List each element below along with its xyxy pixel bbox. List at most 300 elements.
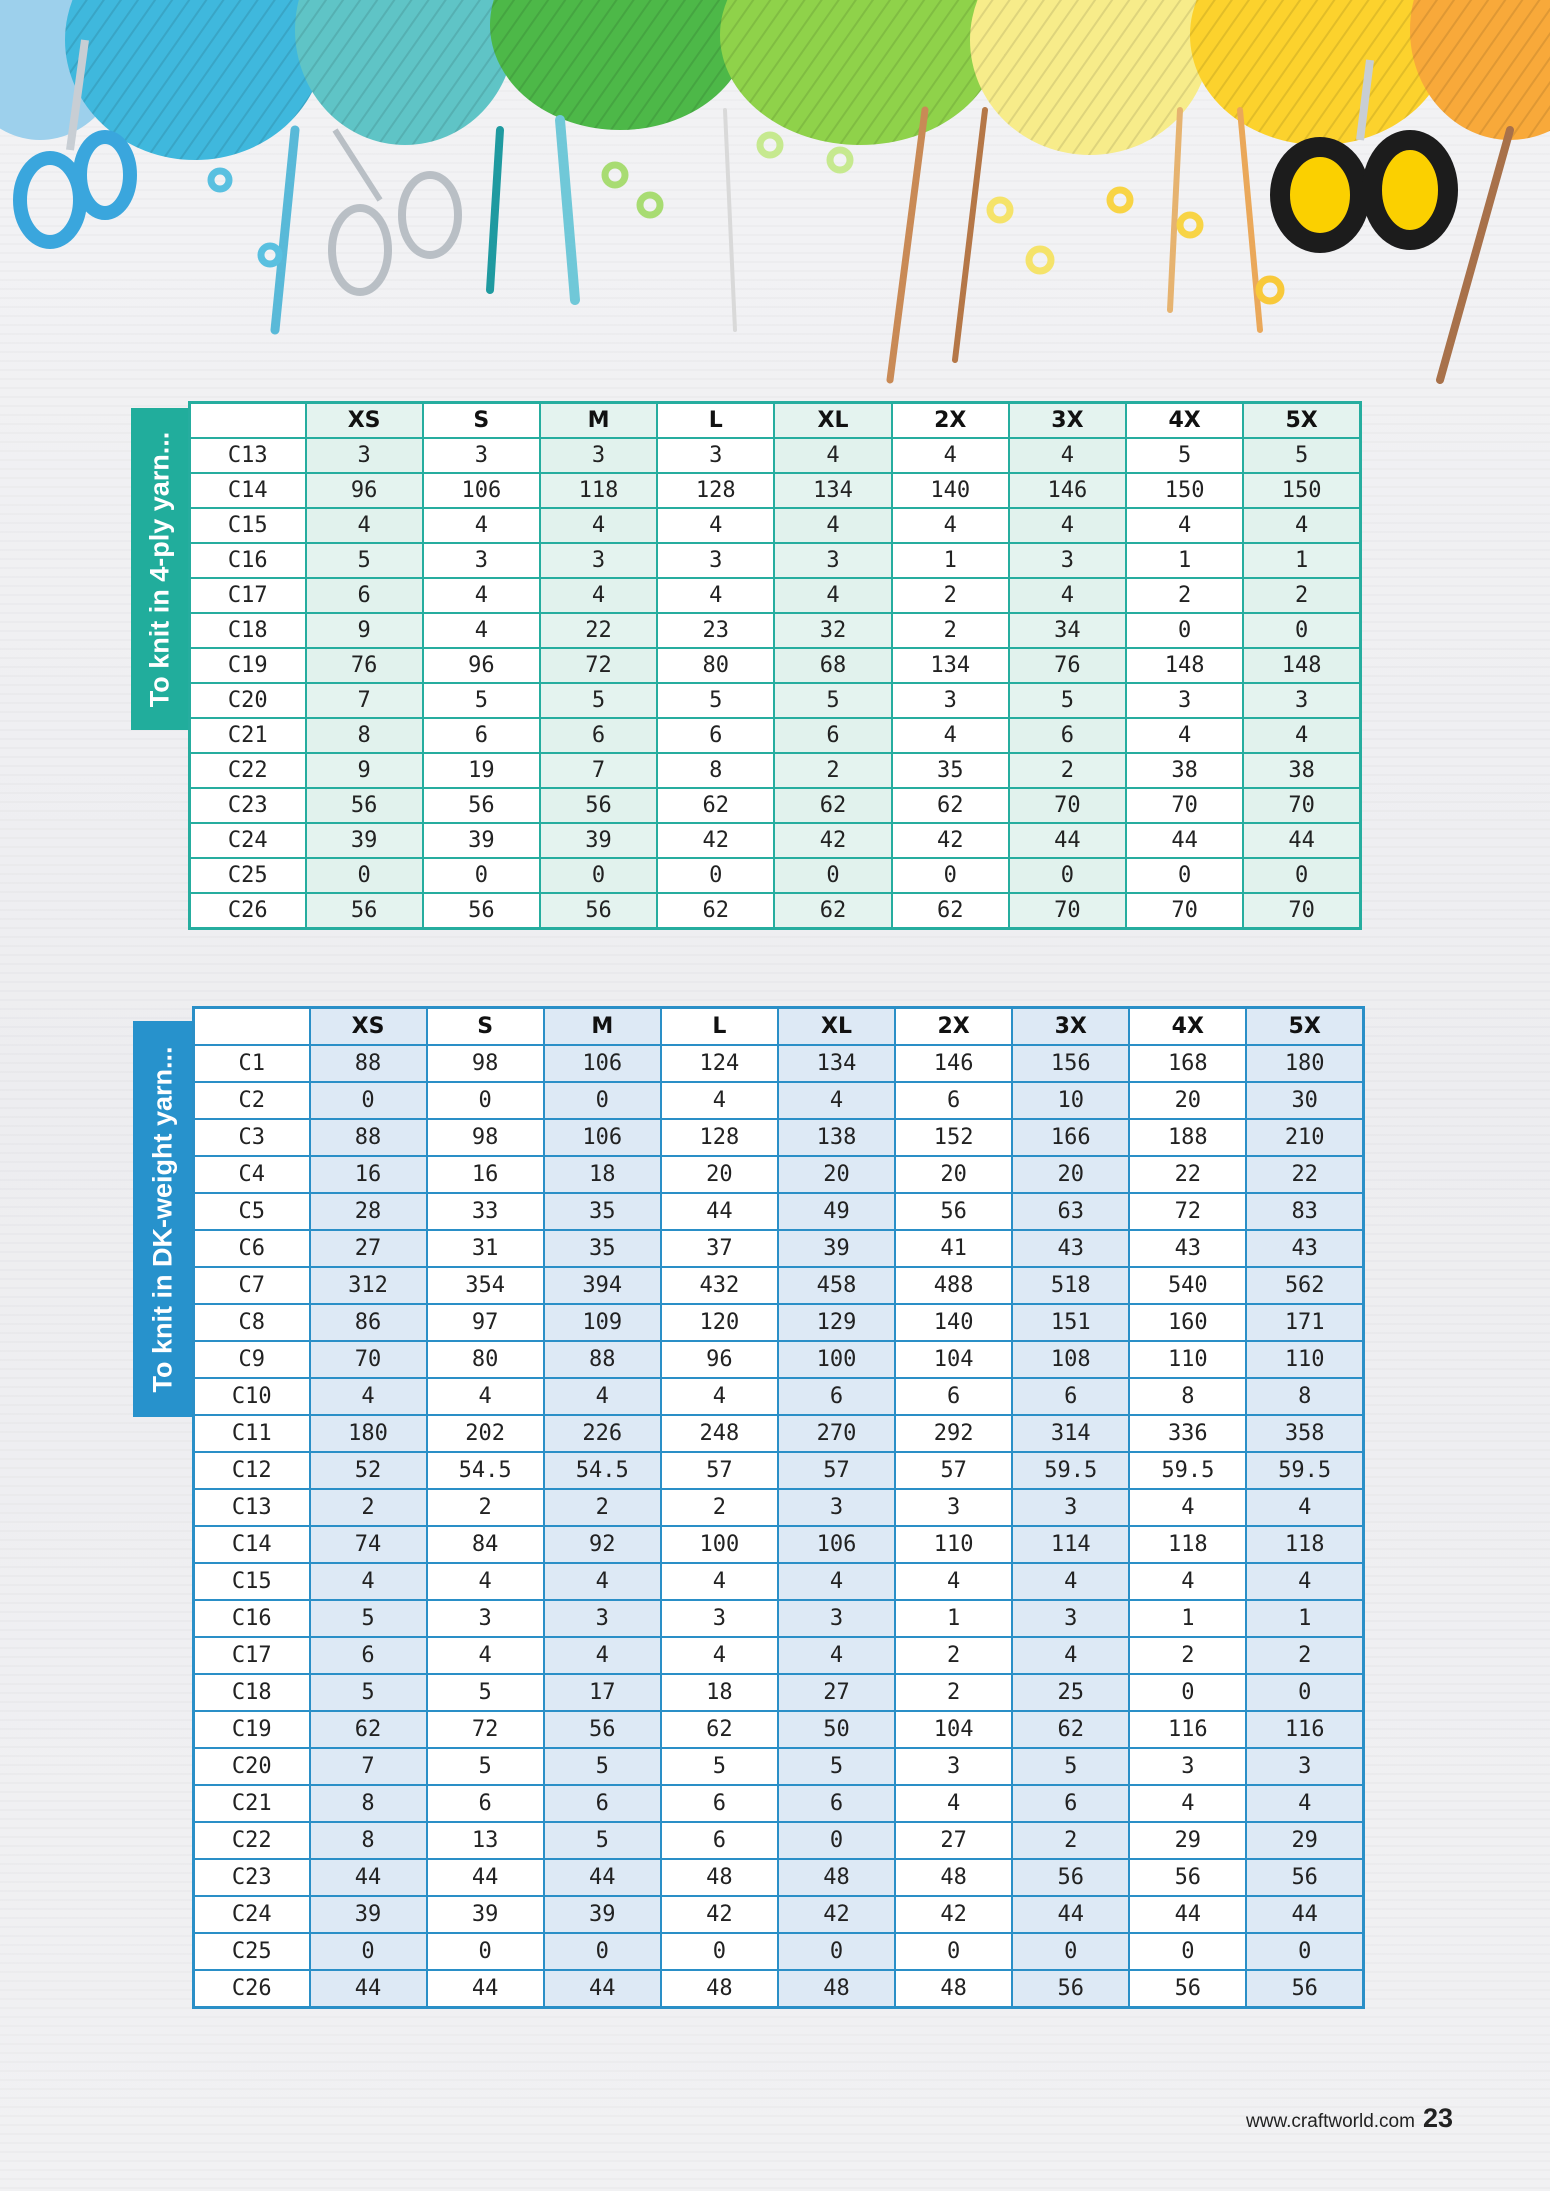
cell-value: 70 <box>1243 893 1360 929</box>
header-row <box>194 1008 1364 1046</box>
cell-value: 33 <box>427 1193 544 1230</box>
cell-value: 6 <box>306 578 423 613</box>
cell-value: 4 <box>895 1785 1012 1822</box>
cell-value: 6 <box>774 718 891 753</box>
cell-value: 35 <box>892 753 1009 788</box>
cell-value: 3 <box>778 1489 895 1526</box>
cell-value: 4 <box>661 1637 778 1674</box>
table-row <box>190 438 1361 473</box>
cell-value: 4 <box>895 1563 1012 1600</box>
cell-value: 166 <box>1012 1119 1129 1156</box>
cell-value: 6 <box>1009 718 1126 753</box>
cell-value: 7 <box>310 1748 427 1785</box>
cell-value: 168 <box>1129 1045 1246 1082</box>
table-row <box>194 1452 1364 1489</box>
cell-value: 43 <box>1129 1230 1246 1267</box>
cell-value: 4 <box>778 1082 895 1119</box>
cell-value: 4 <box>778 1637 895 1674</box>
table-row <box>190 683 1361 718</box>
cell-value: 48 <box>661 1970 778 2008</box>
cell-value: 4 <box>1009 438 1126 473</box>
row-label-colour-code: C22 <box>194 1822 310 1859</box>
cell-value: 0 <box>657 858 774 893</box>
cell-value: 86 <box>310 1304 427 1341</box>
cell-value: 134 <box>774 473 891 508</box>
cell-value: 98 <box>427 1045 544 1082</box>
cell-value: 1 <box>1243 543 1360 578</box>
cell-value: 4 <box>427 1378 544 1415</box>
cell-value: 0 <box>774 858 891 893</box>
cell-value: 1 <box>892 543 1009 578</box>
cell-value: 4 <box>310 1563 427 1600</box>
cell-value: 106 <box>423 473 540 508</box>
cell-value: 44 <box>661 1193 778 1230</box>
cell-value: 5 <box>1243 438 1360 473</box>
cell-value: 16 <box>427 1156 544 1193</box>
cell-value: 42 <box>661 1896 778 1933</box>
cell-value: 56 <box>306 788 423 823</box>
cell-value: 4 <box>778 1563 895 1600</box>
cell-value: 22 <box>540 613 657 648</box>
cell-value: 6 <box>540 718 657 753</box>
cell-value: 63 <box>1012 1193 1129 1230</box>
cell-value: 38 <box>1126 753 1243 788</box>
row-label-colour-code: C24 <box>194 1896 310 1933</box>
cell-value: 43 <box>1012 1230 1129 1267</box>
scissors-silver-icon <box>332 130 458 292</box>
table-dk-body <box>194 1045 1364 2008</box>
cell-value: 62 <box>661 1711 778 1748</box>
cell-value: 292 <box>895 1415 1012 1452</box>
cell-value: 152 <box>895 1119 1012 1156</box>
cell-value: 4 <box>427 1637 544 1674</box>
cell-value: 4 <box>1012 1637 1129 1674</box>
cell-value: 38 <box>1243 753 1360 788</box>
cell-value: 39 <box>427 1896 544 1933</box>
cell-value: 134 <box>892 648 1009 683</box>
cell-value: 3 <box>1009 543 1126 578</box>
cell-value: 44 <box>544 1970 661 2008</box>
cell-value: 62 <box>774 788 891 823</box>
cell-value: 5 <box>310 1674 427 1711</box>
cell-value: 202 <box>427 1415 544 1452</box>
cell-value: 62 <box>657 788 774 823</box>
table-row <box>194 1563 1364 1600</box>
size-header-4x: 4X <box>1129 1008 1246 1046</box>
cell-value: 5 <box>544 1822 661 1859</box>
table-row <box>194 1637 1364 1674</box>
cell-value: 4 <box>1009 508 1126 543</box>
cell-value: 0 <box>540 858 657 893</box>
cell-value: 0 <box>1246 1933 1363 1970</box>
size-header-xl: XL <box>778 1008 895 1046</box>
cell-value: 9 <box>306 753 423 788</box>
row-label-colour-code: C3 <box>194 1119 310 1156</box>
cell-value: 4 <box>544 1563 661 1600</box>
cell-value: 22 <box>1246 1156 1363 1193</box>
cell-value: 2 <box>895 1637 1012 1674</box>
table-row <box>194 1711 1364 1748</box>
cell-value: 4 <box>310 1378 427 1415</box>
size-header-2x: 2X <box>892 403 1009 439</box>
cell-value: 6 <box>1012 1378 1129 1415</box>
size-header-3x: 3X <box>1012 1008 1129 1046</box>
cell-value: 0 <box>1129 1933 1246 1970</box>
cell-value: 4 <box>427 1563 544 1600</box>
cell-value: 118 <box>540 473 657 508</box>
table-4ply-body <box>190 438 1361 929</box>
row-label-colour-code: C13 <box>190 438 306 473</box>
cell-value: 5 <box>657 683 774 718</box>
section-label-dk <box>133 1021 193 1417</box>
cell-value: 16 <box>310 1156 427 1193</box>
cell-value: 83 <box>1246 1193 1363 1230</box>
table-row <box>194 1674 1364 1711</box>
cell-value: 29 <box>1129 1822 1246 1859</box>
cell-value: 5 <box>544 1748 661 1785</box>
cell-value: 9 <box>306 613 423 648</box>
cell-value: 2 <box>892 578 1009 613</box>
table-row <box>194 1119 1364 1156</box>
row-label-colour-code: C15 <box>190 508 306 543</box>
cell-value: 35 <box>544 1193 661 1230</box>
cell-value: 5 <box>1012 1748 1129 1785</box>
cell-value: 3 <box>895 1489 1012 1526</box>
row-label-colour-code: C8 <box>194 1304 310 1341</box>
cell-value: 48 <box>778 1970 895 2008</box>
cell-value: 0 <box>544 1933 661 1970</box>
cell-value: 148 <box>1126 648 1243 683</box>
cell-value: 3 <box>1126 683 1243 718</box>
cell-value: 6 <box>544 1785 661 1822</box>
cell-value: 4 <box>657 578 774 613</box>
section-label-4ply-text: To knit in 4-ply yarn... <box>144 431 175 707</box>
cell-value: 0 <box>310 1933 427 1970</box>
cell-value: 354 <box>427 1267 544 1304</box>
cell-value: 148 <box>1243 648 1360 683</box>
size-header-l: L <box>661 1008 778 1046</box>
cell-value: 0 <box>1246 1674 1363 1711</box>
cell-value: 70 <box>1009 893 1126 929</box>
row-label-colour-code: C11 <box>194 1415 310 1452</box>
page-number: 23 <box>1422 2103 1453 2133</box>
table-row <box>190 648 1361 683</box>
cell-value: 98 <box>427 1119 544 1156</box>
size-header-m: M <box>544 1008 661 1046</box>
cell-value: 68 <box>774 648 891 683</box>
cell-value: 44 <box>1243 823 1360 858</box>
cell-value: 44 <box>1012 1896 1129 1933</box>
cell-value: 3 <box>1243 683 1360 718</box>
cell-value: 2 <box>1129 1637 1246 1674</box>
cell-value: 56 <box>895 1193 1012 1230</box>
cell-value: 4 <box>1126 718 1243 753</box>
size-header-s: S <box>423 403 540 439</box>
table-row <box>190 753 1361 788</box>
cell-value: 28 <box>310 1193 427 1230</box>
table-4ply-header <box>190 403 1361 439</box>
cell-value: 3 <box>1129 1748 1246 1785</box>
cell-value: 0 <box>778 1822 895 1859</box>
cell-value: 0 <box>544 1082 661 1119</box>
cell-value: 0 <box>1009 858 1126 893</box>
table-row <box>190 543 1361 578</box>
cell-value: 0 <box>661 1933 778 1970</box>
cell-value: 124 <box>661 1045 778 1082</box>
cell-value: 8 <box>310 1822 427 1859</box>
cell-value: 0 <box>427 1933 544 1970</box>
cell-value: 138 <box>778 1119 895 1156</box>
cell-value: 5 <box>427 1674 544 1711</box>
cell-value: 6 <box>895 1378 1012 1415</box>
cell-value: 118 <box>1246 1526 1363 1563</box>
cell-value: 41 <box>895 1230 1012 1267</box>
cell-value: 4 <box>544 1637 661 1674</box>
cell-value: 188 <box>1129 1119 1246 1156</box>
cell-value: 56 <box>423 893 540 929</box>
size-header-4x: 4X <box>1126 403 1243 439</box>
cell-value: 6 <box>778 1785 895 1822</box>
cell-value: 4 <box>423 508 540 543</box>
cell-value: 39 <box>306 823 423 858</box>
cell-value: 5 <box>427 1748 544 1785</box>
cell-value: 6 <box>427 1785 544 1822</box>
cell-value: 62 <box>892 788 1009 823</box>
cell-value: 3 <box>774 543 891 578</box>
cell-value: 3 <box>540 438 657 473</box>
cell-value: 4 <box>661 1378 778 1415</box>
table-row <box>194 1193 1364 1230</box>
cell-value: 129 <box>778 1304 895 1341</box>
cell-value: 110 <box>1129 1341 1246 1378</box>
cell-value: 49 <box>778 1193 895 1230</box>
cell-value: 540 <box>1129 1267 1246 1304</box>
cell-value: 37 <box>661 1230 778 1267</box>
yarn-ball-lime <box>720 0 1000 145</box>
cell-value: 3 <box>544 1600 661 1637</box>
row-label-colour-code: C14 <box>194 1526 310 1563</box>
cell-value: 48 <box>895 1970 1012 2008</box>
size-header-5x: 5X <box>1243 403 1360 439</box>
cell-value: 44 <box>427 1970 544 2008</box>
cell-value: 42 <box>895 1896 1012 1933</box>
cell-value: 72 <box>1129 1193 1246 1230</box>
cell-value: 70 <box>1009 788 1126 823</box>
cell-value: 6 <box>310 1637 427 1674</box>
cell-value: 134 <box>778 1045 895 1082</box>
cell-value: 70 <box>1126 893 1243 929</box>
cell-value: 4 <box>423 578 540 613</box>
cell-value: 52 <box>310 1452 427 1489</box>
cell-value: 128 <box>661 1119 778 1156</box>
cell-value: 104 <box>895 1341 1012 1378</box>
row-label-colour-code: C19 <box>190 648 306 683</box>
cell-value: 3 <box>657 438 774 473</box>
cell-value: 128 <box>657 473 774 508</box>
cell-value: 2 <box>1126 578 1243 613</box>
cell-value: 2 <box>427 1489 544 1526</box>
cell-value: 59.5 <box>1012 1452 1129 1489</box>
cell-value: 314 <box>1012 1415 1129 1452</box>
cell-value: 62 <box>657 893 774 929</box>
cell-value: 59.5 <box>1246 1452 1363 1489</box>
cell-value: 3 <box>1012 1489 1129 1526</box>
cell-value: 19 <box>423 753 540 788</box>
table-row <box>194 1970 1364 2008</box>
cell-value: 31 <box>427 1230 544 1267</box>
header-corner-cell <box>194 1008 310 1046</box>
cell-value: 57 <box>778 1452 895 1489</box>
cell-value: 100 <box>778 1341 895 1378</box>
row-label-colour-code: C14 <box>190 473 306 508</box>
table-row <box>190 718 1361 753</box>
cell-value: 57 <box>661 1452 778 1489</box>
cell-value: 74 <box>310 1526 427 1563</box>
cell-value: 2 <box>1012 1822 1129 1859</box>
cell-value: 84 <box>427 1526 544 1563</box>
cell-value: 56 <box>540 788 657 823</box>
row-label-colour-code: C26 <box>190 893 306 929</box>
cell-value: 226 <box>544 1415 661 1452</box>
size-header-5x: 5X <box>1246 1008 1363 1046</box>
size-header-3x: 3X <box>1009 403 1126 439</box>
cell-value: 44 <box>1129 1896 1246 1933</box>
table-row <box>194 1415 1364 1452</box>
cell-value: 27 <box>310 1230 427 1267</box>
cell-value: 6 <box>661 1785 778 1822</box>
row-label-colour-code: C18 <box>190 613 306 648</box>
cell-value: 34 <box>1009 613 1126 648</box>
cell-value: 4 <box>1246 1489 1363 1526</box>
row-label-colour-code: C20 <box>190 683 306 718</box>
row-label-colour-code: C17 <box>194 1637 310 1674</box>
cell-value: 5 <box>661 1748 778 1785</box>
cell-value: 44 <box>1126 823 1243 858</box>
cell-value: 0 <box>1243 613 1360 648</box>
row-label-colour-code: C4 <box>194 1156 310 1193</box>
cell-value: 13 <box>427 1822 544 1859</box>
cell-value: 72 <box>427 1711 544 1748</box>
table-row <box>194 1933 1364 1970</box>
cell-value: 358 <box>1246 1415 1363 1452</box>
cell-value: 2 <box>1009 753 1126 788</box>
cell-value: 116 <box>1246 1711 1363 1748</box>
cell-value: 6 <box>778 1378 895 1415</box>
cell-value: 96 <box>661 1341 778 1378</box>
cell-value: 56 <box>1012 1970 1129 2008</box>
cell-value: 18 <box>544 1156 661 1193</box>
cell-value: 62 <box>310 1711 427 1748</box>
cell-value: 140 <box>895 1304 1012 1341</box>
row-label-colour-code: C9 <box>194 1341 310 1378</box>
row-label-colour-code: C25 <box>194 1933 310 1970</box>
cell-value: 0 <box>1129 1674 1246 1711</box>
cell-value: 518 <box>1012 1267 1129 1304</box>
header-photo-yarn-balls <box>0 0 1550 400</box>
row-label-colour-code: C13 <box>194 1489 310 1526</box>
cell-value: 44 <box>544 1859 661 1896</box>
cell-value: 5 <box>306 543 423 578</box>
row-label-colour-code: C23 <box>190 788 306 823</box>
cell-value: 3 <box>1012 1600 1129 1637</box>
table-row <box>194 1156 1364 1193</box>
row-label-colour-code: C21 <box>190 718 306 753</box>
cell-value: 1 <box>1126 543 1243 578</box>
section-label-4ply <box>131 408 189 730</box>
cell-value: 2 <box>895 1674 1012 1711</box>
table-row <box>190 788 1361 823</box>
cell-value: 210 <box>1246 1119 1363 1156</box>
cell-value: 10 <box>1012 1082 1129 1119</box>
table-row <box>190 858 1361 893</box>
cell-value: 44 <box>427 1859 544 1896</box>
cell-value: 120 <box>661 1304 778 1341</box>
size-header-s: S <box>427 1008 544 1046</box>
cell-value: 4 <box>1243 718 1360 753</box>
cell-value: 56 <box>1246 1970 1363 2008</box>
cell-value: 8 <box>310 1785 427 1822</box>
cell-value: 88 <box>544 1341 661 1378</box>
cell-value: 151 <box>1012 1304 1129 1341</box>
cell-value: 48 <box>895 1859 1012 1896</box>
table-row <box>194 1230 1364 1267</box>
stitch-markers <box>211 135 1281 301</box>
cell-value: 56 <box>544 1711 661 1748</box>
cell-value: 80 <box>657 648 774 683</box>
row-label-colour-code: C23 <box>194 1859 310 1896</box>
cell-value: 54.5 <box>544 1452 661 1489</box>
table-row <box>194 1785 1364 1822</box>
cell-value: 4 <box>774 578 891 613</box>
cell-value: 4 <box>540 578 657 613</box>
table-row <box>190 508 1361 543</box>
cell-value: 70 <box>310 1341 427 1378</box>
cell-value: 3 <box>892 683 1009 718</box>
footer-website-link[interactable]: www.craftworld.com <box>1246 2111 1415 2132</box>
cell-value: 43 <box>1246 1230 1363 1267</box>
cell-value: 2 <box>892 613 1009 648</box>
table-row <box>194 1045 1364 1082</box>
cell-value: 96 <box>423 648 540 683</box>
size-header-2x: 2X <box>895 1008 1012 1046</box>
cell-value: 4 <box>892 508 1009 543</box>
cell-value: 0 <box>310 1082 427 1119</box>
cell-value: 4 <box>423 613 540 648</box>
cell-value: 30 <box>1246 1082 1363 1119</box>
cell-value: 171 <box>1246 1304 1363 1341</box>
cell-value: 4 <box>1126 508 1243 543</box>
cell-value: 150 <box>1126 473 1243 508</box>
cell-value: 56 <box>540 893 657 929</box>
cell-value: 20 <box>1129 1082 1246 1119</box>
cell-value: 44 <box>310 1970 427 2008</box>
cell-value: 4 <box>1009 578 1126 613</box>
yarn-ball-orange <box>1410 0 1550 140</box>
cell-value: 562 <box>1246 1267 1363 1304</box>
cell-value: 4 <box>1129 1785 1246 1822</box>
cell-value: 0 <box>306 858 423 893</box>
cell-value: 4 <box>1012 1563 1129 1600</box>
table-row <box>190 578 1361 613</box>
cell-value: 0 <box>427 1082 544 1119</box>
cell-value: 336 <box>1129 1415 1246 1452</box>
cell-value: 180 <box>310 1415 427 1452</box>
cell-value: 0 <box>892 858 1009 893</box>
cell-value: 1 <box>895 1600 1012 1637</box>
cell-value: 20 <box>661 1156 778 1193</box>
cell-value: 29 <box>1246 1822 1363 1859</box>
cell-value: 140 <box>892 473 1009 508</box>
